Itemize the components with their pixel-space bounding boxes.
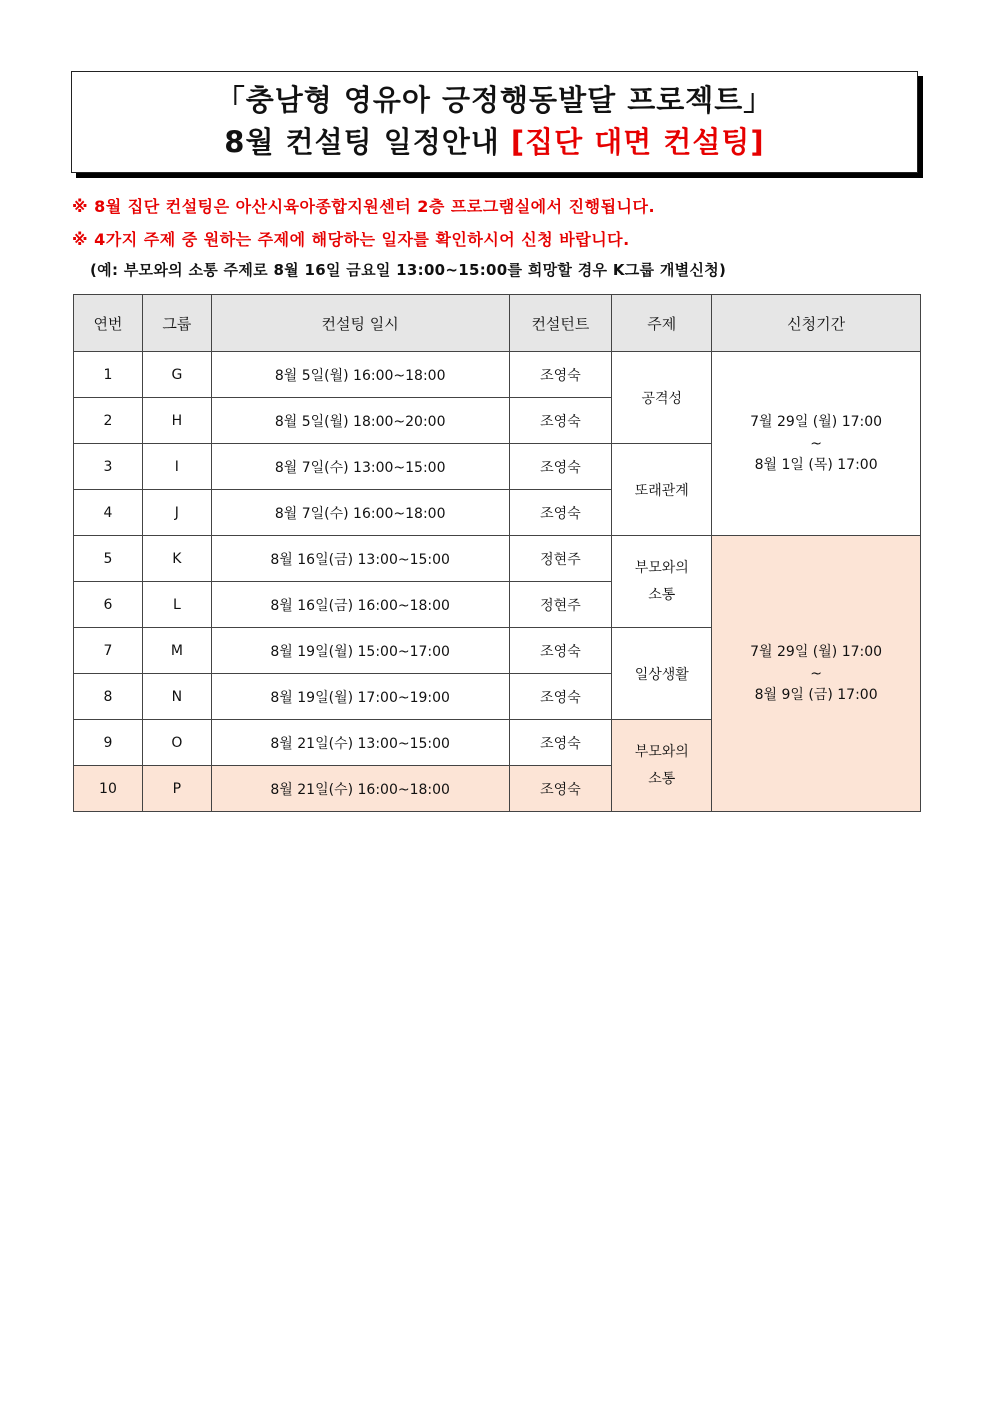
cell-no: 10 [74,766,143,812]
title-line-2-black: 8월 컨설팅 일정안내 [224,125,511,159]
title-line-1: 「충남형 영유아 긍정행동발달 프로젝트」 [215,83,774,117]
cell-datetime: 8월 21일(수) 16:00~18:00 [211,766,509,812]
cell-group: G [142,352,211,398]
cell-no: 8 [74,674,143,720]
table-header-row [74,295,921,352]
cell-group: J [142,490,211,536]
cell-datetime: 8월 5일(월) 16:00~18:00 [211,352,509,398]
topic-line: 부모와의 [634,743,689,760]
header-consultant: 컨설턴트 [509,295,612,352]
topic-line: 부모와의 [634,559,689,576]
cell-consultant: 조영숙 [509,766,612,812]
cell-period [712,352,921,536]
table-row [74,352,921,398]
cell-group: M [142,628,211,674]
cell-group: P [142,766,211,812]
cell-datetime: 8월 19일(월) 17:00~19:00 [211,674,509,720]
cell-no: 4 [74,490,143,536]
application-example: (예: 부모와의 소통 주제로 8월 16일 금요일 13:00~15:00를 희망할 경우 K그룹 개별신청) [90,261,727,279]
period-separator: ~ [810,435,822,452]
topic-line: 소통 [648,770,676,787]
cell-consultant: 조영숙 [509,674,612,720]
cell-datetime: 8월 16일(금) 13:00~15:00 [211,536,509,582]
cell-period [712,536,921,812]
period-end: 8월 9일 (금) 17:00 [754,686,878,703]
cell-no: 2 [74,398,143,444]
header-datetime: 컨설팅 일시 [211,295,509,352]
cell-no: 9 [74,720,143,766]
title-box [71,71,918,173]
cell-group: L [142,582,211,628]
header-topic: 주제 [612,295,712,352]
cell-consultant: 조영숙 [509,444,612,490]
cell-no: 3 [74,444,143,490]
cell-consultant: 조영숙 [509,720,612,766]
title-line-2-red: [집단 대면 컨설팅] [510,125,765,159]
cell-datetime: 8월 16일(금) 16:00~18:00 [211,582,509,628]
table-row [74,536,921,582]
cell-datetime: 8월 19일(월) 15:00~17:00 [211,628,509,674]
period-start: 7월 29일 (월) 17:00 [750,413,883,430]
cell-topic [612,352,712,444]
cell-topic [612,628,712,720]
topic-line: 소통 [648,586,676,603]
cell-topic [612,720,712,812]
cell-group: K [142,536,211,582]
cell-consultant: 정현주 [509,536,612,582]
cell-topic [612,536,712,628]
topic-line: 일상생활 [634,666,689,683]
cell-consultant: 조영숙 [509,398,612,444]
topic-line: 또래관계 [634,482,689,499]
header-period: 신청기간 [712,295,921,352]
cell-datetime: 8월 7일(수) 13:00~15:00 [211,444,509,490]
cell-consultant: 정현주 [509,582,612,628]
cell-group: H [142,398,211,444]
period-end: 8월 1일 (목) 17:00 [754,456,878,473]
cell-no: 1 [74,352,143,398]
period-start: 7월 29일 (월) 17:00 [750,643,883,660]
cell-consultant: 조영숙 [509,628,612,674]
cell-group: O [142,720,211,766]
cell-topic [612,444,712,536]
period-separator: ~ [810,665,822,682]
title-line-2 [224,120,764,164]
notice-location: ※ 8월 집단 컨설팅은 아산시육아종합지원센터 2층 프로그램실에서 진행됩니다. [72,197,656,216]
cell-datetime: 8월 7일(수) 16:00~18:00 [211,490,509,536]
cell-group: N [142,674,211,720]
cell-consultant: 조영숙 [509,352,612,398]
schedule-table [73,294,921,812]
notice-topic-choice: ※ 4가지 주제 중 원하는 주제에 해당하는 일자를 확인하시어 신청 바랍니다. [72,230,630,249]
cell-no: 6 [74,582,143,628]
topic-line: 공격성 [641,390,683,407]
cell-consultant: 조영숙 [509,490,612,536]
cell-no: 5 [74,536,143,582]
header-no: 연번 [74,295,143,352]
cell-datetime: 8월 5일(월) 18:00~20:00 [211,398,509,444]
cell-datetime: 8월 21일(수) 13:00~15:00 [211,720,509,766]
cell-group: I [142,444,211,490]
cell-no: 7 [74,628,143,674]
header-group: 그룹 [142,295,211,352]
